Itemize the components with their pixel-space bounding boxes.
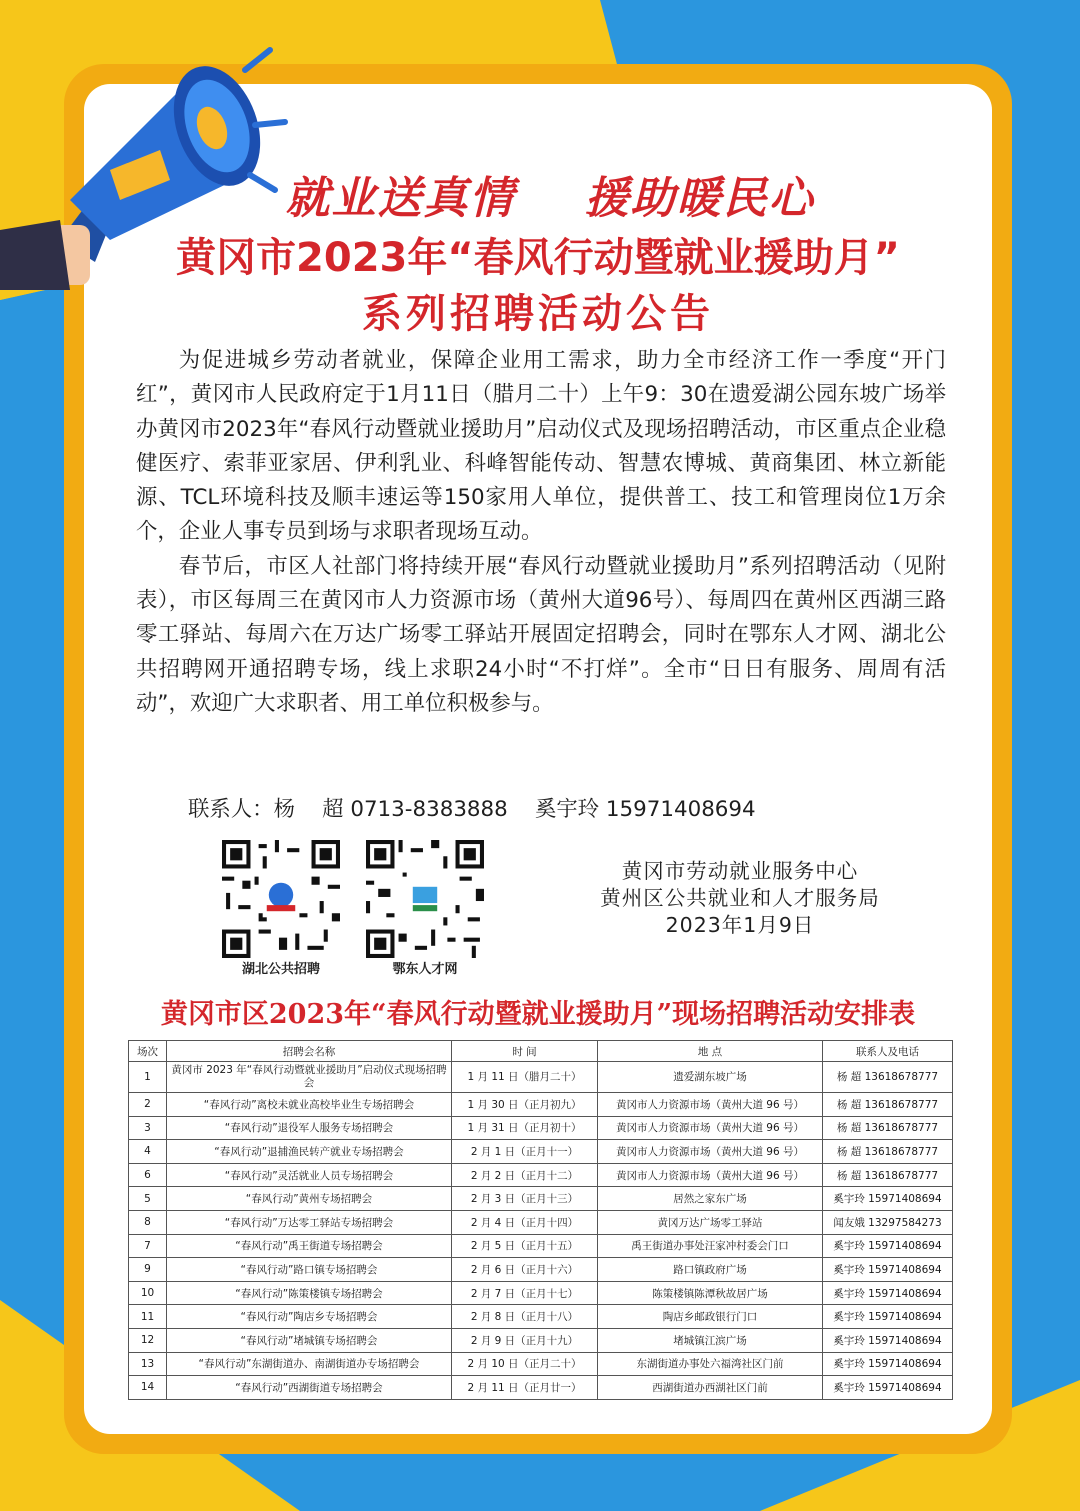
column-header: 招聘会名称: [167, 1041, 452, 1062]
table-cell: 奚宇玲 15971408694: [823, 1305, 953, 1329]
table-cell: 12: [129, 1328, 167, 1352]
table-cell: 奚宇玲 15971408694: [823, 1328, 953, 1352]
table-cell: “春风行动”离校未就业高校毕业生专场招聘会: [167, 1093, 452, 1117]
paragraph: 为促进城乡劳动者就业，保障企业用工需求，助力全市经济工作一季度“开门红”，黄冈市人民政府定于1月11日（腊月二十）上午9：30在遗爱湖公园东坡广场举办黄冈市2023年“春风行动暨就业援助月”启动仪式及现场招聘活动，市区重点企业稳健医疗、索菲亚家居、伊利乳业、科峰智能传动、智慧农博城、黄商集团、林立新能源、TCL环境科技及顺丰速运等150家用人单位，提供普工、技工和管理岗位1万余个，企业人事专员到场与求职者现场互动。: [136, 348, 946, 545]
table-cell: 奚宇玲 15971408694: [823, 1258, 953, 1282]
table-cell: 东湖街道办事处六福湾社区门前: [598, 1352, 823, 1376]
table-cell: 奚宇玲 15971408694: [823, 1352, 953, 1376]
table-cell: 2 月 6 日（正月十六）: [452, 1258, 598, 1282]
table-cell: 陈策楼镇陈潭秋故居广场: [598, 1281, 823, 1305]
column-header: 场次: [129, 1041, 167, 1062]
qr-code-icon: [366, 840, 484, 958]
table-cell: 居然之家东广场: [598, 1187, 823, 1211]
table-cell: 堵城镇江滨广场: [598, 1328, 823, 1352]
table-cell: 4: [129, 1140, 167, 1164]
table-row: [129, 1376, 953, 1400]
announcement-body: [136, 344, 946, 721]
table-cell: 7: [129, 1234, 167, 1258]
table-cell: 遗爱湖东坡广场: [598, 1062, 823, 1093]
table-cell: 闻友娥 13297584273: [823, 1210, 953, 1234]
table-cell: 14: [129, 1376, 167, 1400]
paragraph: 春节后，市区人社部门将持续开展“春风行动暨就业援助月”系列招聘活动（见附表），市区每周三在黄冈市人力资源市场（黄州大道96号）、每周四在黄州区西湖三路零工驿站、每周六在万达广场零工驿站开展固定招聘会，同时在鄂东人才网、湖北公共招聘网开通招聘专场，线上求职24小时“不打烊”。全市“日日有服务、周周有活动”，欢迎广大求职者、用工单位积极参与。: [136, 553, 946, 716]
column-header: 联系人及电话: [823, 1041, 953, 1062]
table-row: [129, 1258, 953, 1282]
table-cell: 路口镇政府广场: [598, 1258, 823, 1282]
table-cell: 2 月 4 日（正月十四）: [452, 1210, 598, 1234]
table-cell: 3: [129, 1116, 167, 1140]
table-cell: 黄冈万达广场零工驿站: [598, 1210, 823, 1234]
table-cell: 奚宇玲 15971408694: [823, 1187, 953, 1211]
table-cell: 2 月 7 日（正月十七）: [452, 1281, 598, 1305]
table-cell: 6: [129, 1163, 167, 1187]
table-cell: 10: [129, 1281, 167, 1305]
page-title: 黄冈市2023年“春风行动暨就业援助月”: [176, 235, 900, 281]
table-cell: 2 月 1 日（正月十一）: [452, 1140, 598, 1164]
table-row: [129, 1305, 953, 1329]
table-cell: “春风行动”堵城镇专场招聘会: [167, 1328, 452, 1352]
qr-label: 鄂东人才网: [392, 962, 458, 977]
page-subtitle: 系列招聘活动公告: [362, 291, 714, 337]
table-cell: “春风行动”万达零工驿站专场招聘会: [167, 1210, 452, 1234]
table-cell: 禹王街道办事处汪家冲村委会门口: [598, 1234, 823, 1258]
table-cell: 西湖街道办西湖社区门前: [598, 1376, 823, 1400]
table-cell: 陶店乡邮政银行门口: [598, 1305, 823, 1329]
table-cell: 1 月 11 日（腊月二十）: [452, 1062, 598, 1093]
qr-code-icon: [222, 840, 340, 958]
table-header-row: [129, 1041, 953, 1062]
table-cell: 杨 超 13618678777: [823, 1093, 953, 1117]
table-cell: “春风行动”东湖街道办、南湖街道办专场招聘会: [167, 1352, 452, 1376]
table-cell: 黄冈市 2023 年“春风行动暨就业援助月”启动仪式现场招聘会: [167, 1062, 452, 1093]
table-cell: 2 月 5 日（正月十五）: [452, 1234, 598, 1258]
issue-date: 2023年1月9日: [665, 913, 815, 937]
schedule-title: 黄冈市区2023年“春风行动暨就业援助月”现场招聘活动安排表: [160, 999, 916, 1030]
table-cell: 2 月 3 日（正月十三）: [452, 1187, 598, 1211]
table-row: [129, 1352, 953, 1376]
table-cell: 2 月 10 日（正月二十）: [452, 1352, 598, 1376]
table-cell: “春风行动”陶店乡专场招聘会: [167, 1305, 452, 1329]
table-cell: 11: [129, 1305, 167, 1329]
table-row: [129, 1328, 953, 1352]
table-cell: 5: [129, 1187, 167, 1211]
table-cell: “春风行动”西湖街道专场招聘会: [167, 1376, 452, 1400]
table-cell: 2 月 8 日（正月十八）: [452, 1305, 598, 1329]
table-cell: 奚宇玲 15971408694: [823, 1376, 953, 1400]
table-cell: 杨 超 13618678777: [823, 1163, 953, 1187]
table-cell: 杨 超 13618678777: [823, 1140, 953, 1164]
qr-label: 湖北公共招聘: [241, 962, 320, 977]
column-header: 时 间: [452, 1041, 598, 1062]
table-row: [129, 1093, 953, 1117]
table-cell: 1: [129, 1062, 167, 1093]
table-cell: “春风行动”退役军人服务专场招聘会: [167, 1116, 452, 1140]
issuer-org: 黄州区公共就业和人才服务局: [600, 886, 880, 910]
table-cell: “春风行动”路口镇专场招聘会: [167, 1258, 452, 1282]
slogan: 就业送真情 援助暖民心: [285, 173, 815, 224]
table-row: [129, 1116, 953, 1140]
table-cell: 2 月 9 日（正月十九）: [452, 1328, 598, 1352]
table-cell: 奚宇玲 15971408694: [823, 1234, 953, 1258]
table-cell: 黄冈市人力资源市场（黄州大道 96 号）: [598, 1163, 823, 1187]
table-cell: “春风行动”灵活就业人员专场招聘会: [167, 1163, 452, 1187]
table-cell: “春风行动”陈策楼镇专场招聘会: [167, 1281, 452, 1305]
table-cell: 8: [129, 1210, 167, 1234]
table-cell: 杨 超 13618678777: [823, 1062, 953, 1093]
table-cell: 黄冈市人力资源市场（黄州大道 96 号）: [598, 1140, 823, 1164]
table-cell: 黄冈市人力资源市场（黄州大道 96 号）: [598, 1116, 823, 1140]
column-header: 地 点: [598, 1041, 823, 1062]
table-cell: 2: [129, 1093, 167, 1117]
table-row: [129, 1281, 953, 1305]
contact-line: 联系人：杨 超 0713-8383888 奚宇玲 15971408694: [188, 797, 756, 822]
table-row: [129, 1187, 953, 1211]
table-row: [129, 1210, 953, 1234]
table-row: [129, 1163, 953, 1187]
table-cell: “春风行动”黄州专场招聘会: [167, 1187, 452, 1211]
table-cell: 13: [129, 1352, 167, 1376]
table-cell: 2 月 11 日（正月廿一）: [452, 1376, 598, 1400]
table-cell: 奚宇玲 15971408694: [823, 1281, 953, 1305]
table-cell: 黄冈市人力资源市场（黄州大道 96 号）: [598, 1093, 823, 1117]
table-row: [129, 1234, 953, 1258]
issuer-org: 黄冈市劳动就业服务中心: [621, 859, 859, 883]
table-cell: 1 月 30 日（正月初九）: [452, 1093, 598, 1117]
schedule-table: [128, 1040, 953, 1400]
table-row: [129, 1140, 953, 1164]
table-cell: 1 月 31 日（正月初十）: [452, 1116, 598, 1140]
table-cell: 杨 超 13618678777: [823, 1116, 953, 1140]
table-cell: “春风行动”退捕渔民转产就业专场招聘会: [167, 1140, 452, 1164]
table-row: [129, 1062, 953, 1093]
table-cell: 9: [129, 1258, 167, 1282]
table-cell: 2 月 2 日（正月十二）: [452, 1163, 598, 1187]
table-cell: “春风行动”禹王街道专场招聘会: [167, 1234, 452, 1258]
